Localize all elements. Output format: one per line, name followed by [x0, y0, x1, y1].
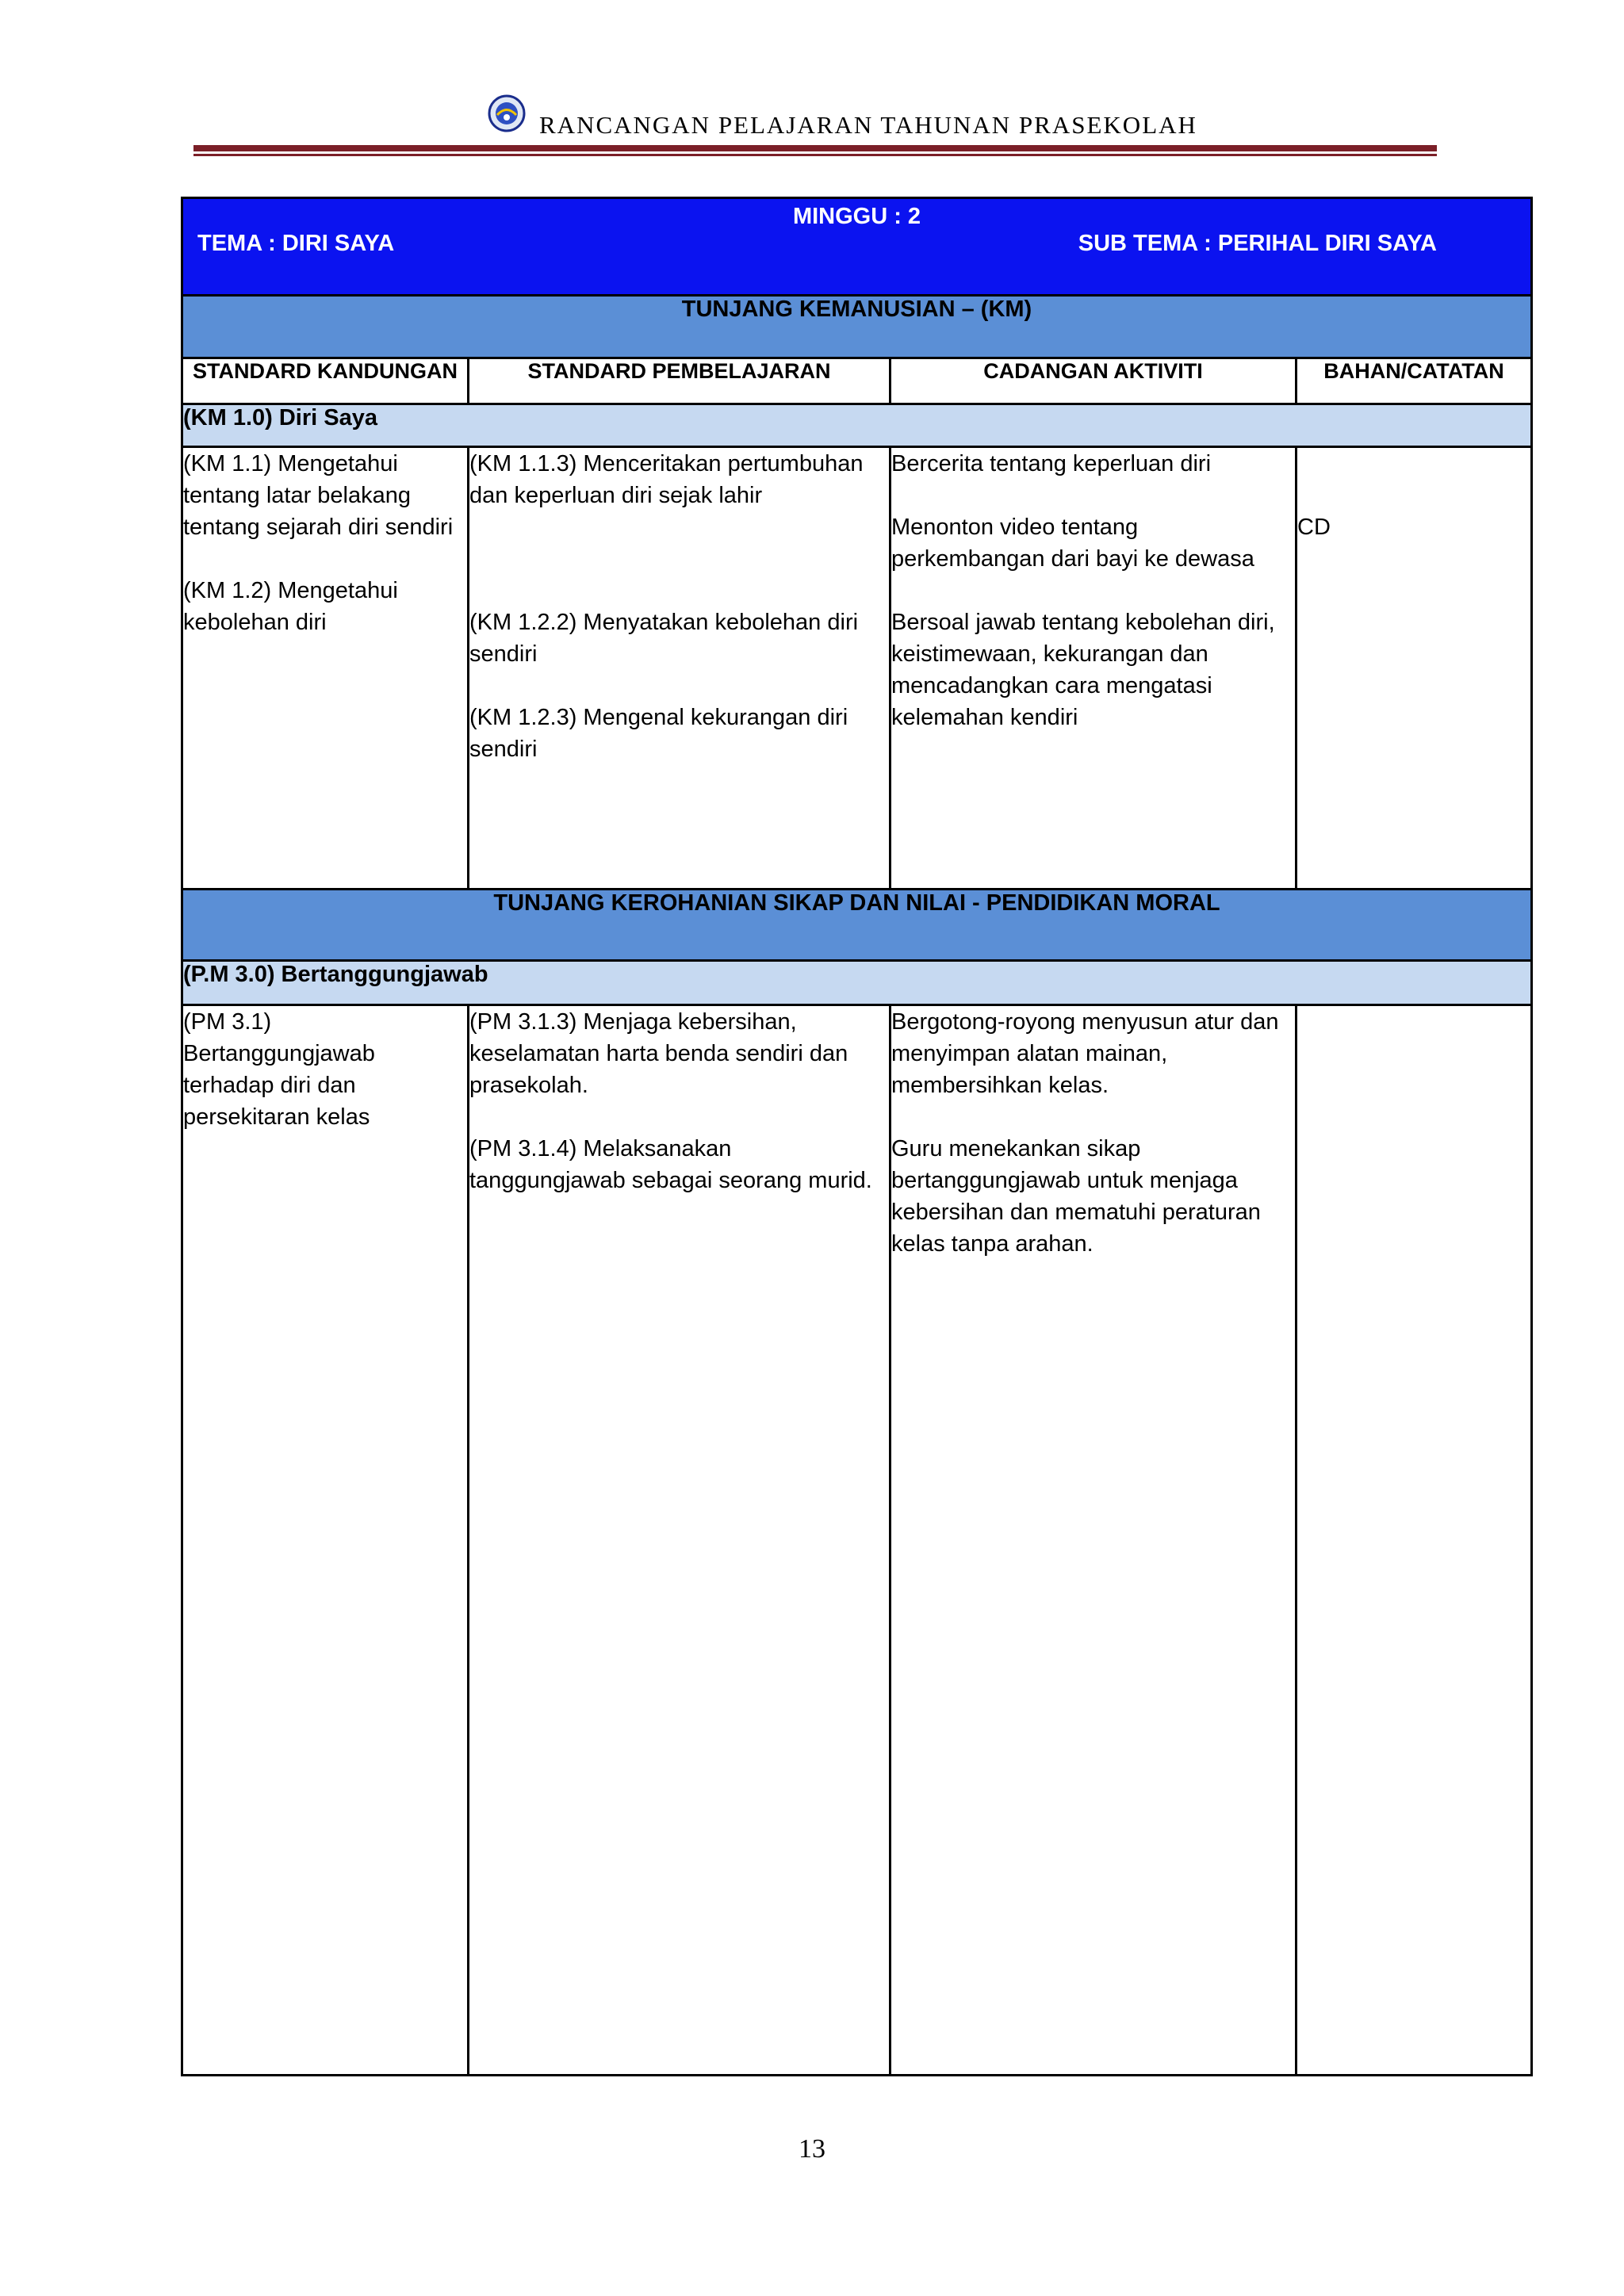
tema-label: TEMA : DIRI SAYA [197, 231, 395, 256]
km-aktiviti-item: Bercerita tentang keperluan diri [891, 451, 1212, 476]
column-header: STANDARD KANDUNGAN [182, 358, 469, 404]
km-aktiviti-item: Menonton video tentang perkembangan dari bayi ke dewasa [891, 515, 1254, 572]
km-kandungan-item: (KM 1.1) Mengetahui tentang latar belakang tentang sejarah diri sendiri [183, 451, 454, 540]
page-number: 13 [799, 2134, 825, 2164]
pm-pembelajaran-item: (PM 3.1.3) Menjaga kebersihan, keselamatan harta benda sendiri dan prasekolah. [469, 1009, 848, 1098]
subtema-label: SUB TEMA : PERIHAL DIRI SAYA [1078, 231, 1437, 256]
document-title: RANCANGAN PELAJARAN TAHUNAN PRASEKOLAH [539, 111, 1197, 139]
pm-pembelajaran-item: (PM 3.1.4) Melaksanakan tanggungjawab sebagai seorang murid. [469, 1136, 872, 1193]
theme-banner [182, 198, 1532, 296]
pm-aktiviti-item: Guru menekankan sikap bertanggungjawab untuk menjaga kebersihan dan mematuhi peraturan kelas tanpa arahan. [891, 1136, 1261, 1257]
km-kandungan-item: (KM 1.2) Mengetahui kebolehan diri [183, 578, 398, 635]
pm-bahan-cell [1297, 1005, 1532, 2076]
km-bahan-cell [1297, 447, 1532, 890]
column-header: STANDARD PEMBELAJARAN [469, 358, 891, 404]
km-pembelajaran-cell [469, 447, 891, 890]
lesson-plan-table [181, 197, 1533, 2076]
km-aktiviti-item: Bersoal jawab tentang kebolehan diri, keistimewaan, kekurangan dan mencadangkan cara mengatasi kelemahan kendiri [891, 610, 1275, 730]
week-label: MINGGU : 2 [792, 204, 921, 229]
header-rule [193, 145, 1437, 151]
km-kandungan-cell [182, 447, 469, 890]
pm-aktiviti-item: Bergotong-royong menyusun atur dan menyimpan alatan mainan, membersihkan kelas. [891, 1009, 1279, 1098]
header-rule-thin [193, 154, 1437, 156]
column-header: BAHAN/CATATAN [1297, 358, 1532, 404]
km-pembelajaran-item: (KM 1.1.3) Menceritakan pertumbuhan dan keperluan diri sejak lahir [469, 451, 864, 508]
km-pembelajaran-item: (KM 1.2.3) Mengenal kekurangan diri sendiri [469, 705, 848, 762]
pillar-pm-heading: TUNJANG KEROHANIAN SIKAP DAN NILAI - PENDIDIKAN MORAL [182, 890, 1532, 961]
km-bahan-item: CD [1297, 515, 1331, 540]
pillar-km-heading: TUNJANG KEMANUSIAN – (KM) [182, 296, 1532, 358]
km-aktiviti-cell [891, 447, 1297, 890]
ministry-crest-icon [487, 94, 527, 133]
pm-kandungan-cell [182, 1005, 469, 2076]
pm-aktiviti-cell [891, 1005, 1297, 2076]
pm-pembelajaran-cell [469, 1005, 891, 2076]
pm-kandungan-item: (PM 3.1) Bertanggungjawab terhadap diri dan persekitaran kelas [183, 1009, 375, 1130]
km-pembelajaran-item: (KM 1.2.2) Menyatakan kebolehan diri sendiri [469, 610, 859, 667]
km-section-heading: (KM 1.0) Diri Saya [182, 404, 1532, 447]
pm-section-heading: (P.M 3.0) Bertanggungjawab [182, 961, 1532, 1005]
column-header: CADANGAN AKTIVITI [891, 358, 1297, 404]
